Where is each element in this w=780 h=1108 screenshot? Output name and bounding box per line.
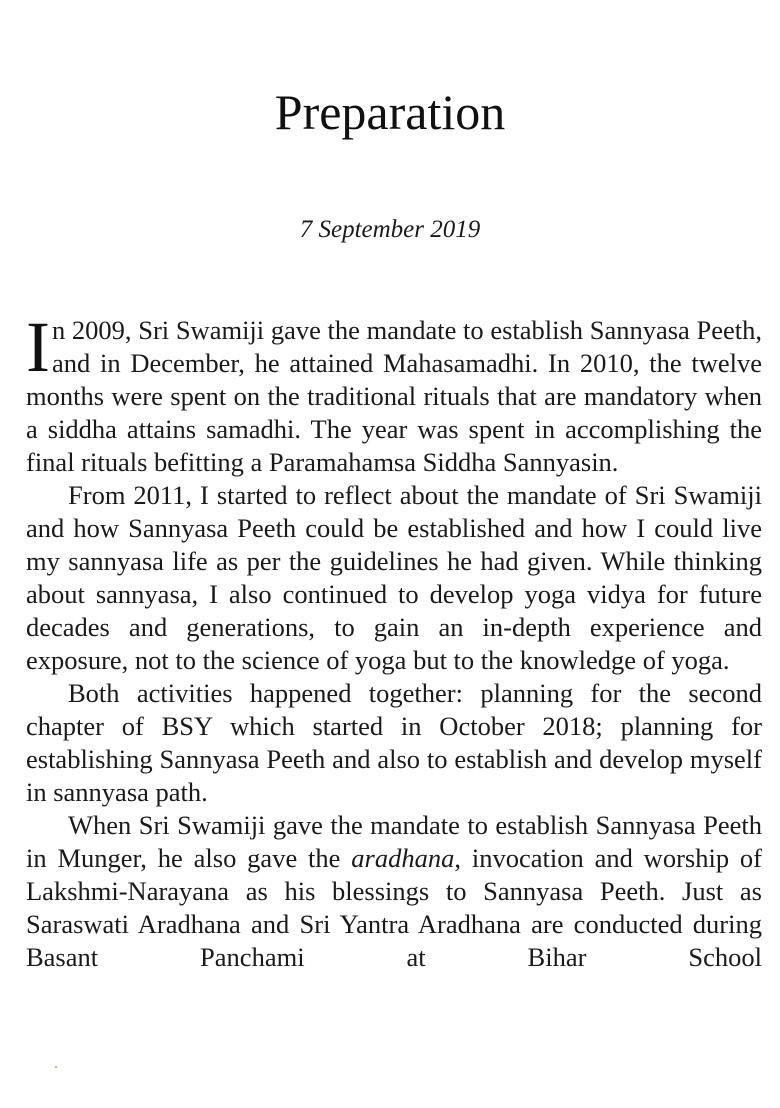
chapter-date: 7 September 2019 — [299, 216, 481, 243]
chapter-title: Preparation — [274, 84, 506, 140]
paragraph-2 — [26, 479, 762, 677]
drop-cap: I — [26, 307, 50, 387]
paragraph-2-text: From 2011, I started to reflect about the mandate of Sri Swamiji and how Sannyasa Peeth could be established and how I could live my sannyasa life as per the guidelines he had given. While thinking about sannyasa, I also continued to develop yoga vidya for future decades and generations, to gain an in-depth experience and exposure, not to the science of yoga but to the knowledge of yoga. — [26, 480, 762, 675]
paragraph-3 — [26, 677, 762, 809]
paragraph-4-italic-term: aradhana — [351, 843, 455, 873]
body-text — [26, 307, 762, 974]
print-speck — [55, 1066, 57, 1068]
paragraph-4-text-before: When Sri Swamiji gave the mandate to establish Sannyasa Peeth in Munger, he also gave the — [26, 810, 762, 873]
paragraph-1 — [26, 307, 762, 479]
paragraph-3-text: Both activities happened together: planning for the second chapter of BSY which started in October 2018; planning for establishing Sannyasa Peeth and also to establish and develop myself in sannyasa path. — [26, 678, 762, 807]
paragraph-4-text-after: , invocation and worship of Lakshmi-Narayana as his blessings to Sannyasa Peeth. Just as Saraswati Aradhana and Sri Yantra Aradhana are conducted during Basant Panchami at Bihar School — [26, 843, 762, 972]
paragraph-4 — [26, 809, 762, 974]
paragraph-1-text: n 2009, Sri Swamiji gave the mandate to establish Sannyasa Peeth, and in December, he attained Mahasamadhi. In 2010, the twelve months were spent on the traditional rituals that are mandatory when a siddha attains samadhi. The year was spent in accomplishing the final rituals befitting a Paramahamsa Siddha Sannyasin. — [26, 315, 762, 477]
